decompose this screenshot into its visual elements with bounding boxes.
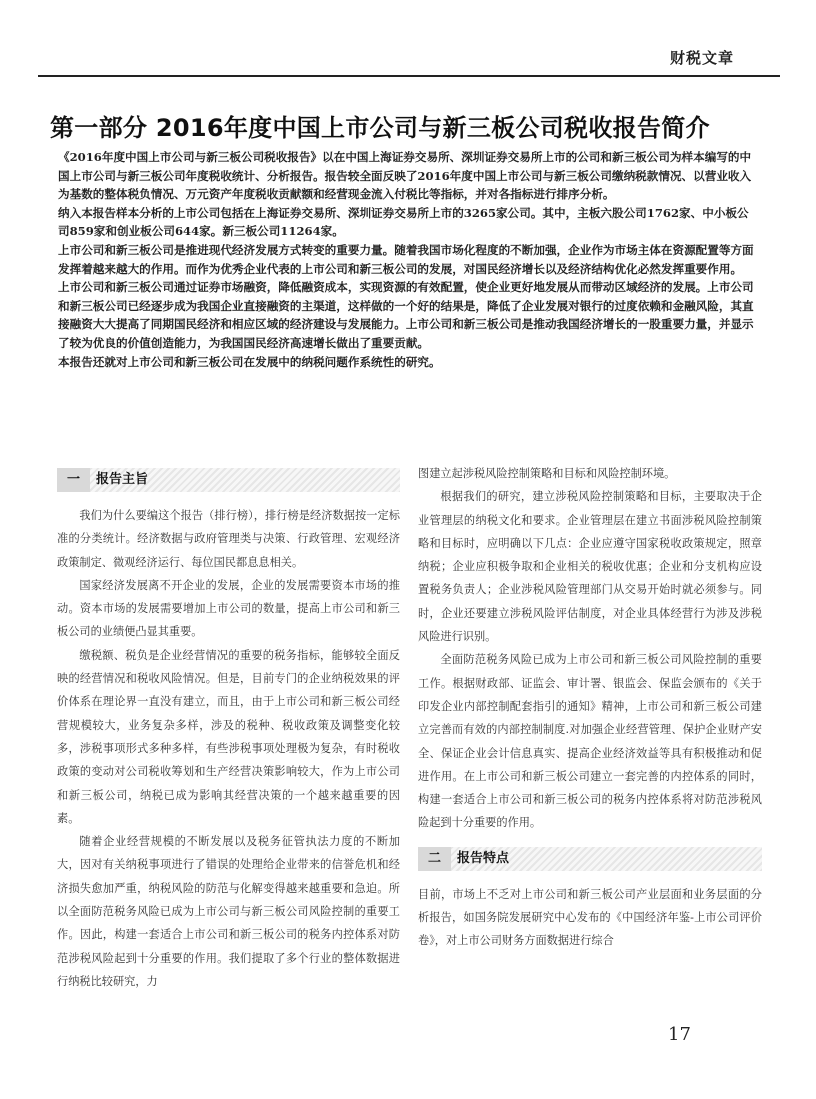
body-paragraph: 图建立起涉税风险控制策略和目标和风险控制环境。 [418,467,676,480]
body-paragraph: 缴税额、税负是企业经营情况的重要的税务指标，能够较全面反映的经营情况和税收风险情况。但是，目前专门的企业纳税效果的评价体系在理论界一直没有建立，而且，由于上市公司和新三板公司经营规模较大，业务复杂多样，涉及的税种、税收政策及调整变化较多，涉税事项形式多种多样，有些涉税事项处理极为复杂，有时税收政策的变动对公司税收筹划和生产经营决策影响较大，作为上市公司和新三板公司，纳税已成为影响其经营决策的一个越来越重要的因素。 [57,648,400,825]
intro-paragraph: 上市公司和新三板公司是推进现代经济发展方式转变的重要力量。随着我国市场化程度的不断加强，企业作为市场主体在资源配置等方面发挥着越来越大的作用。而作为优秀企业代表的上市公司和新三板公司的发展，对国民经济增长以及经济结构优化必然发挥重要作用。 [58,242,754,276]
left-column [57,462,400,993]
page-number: 17 [668,1024,691,1045]
body-paragraph: 随着企业经营规模的不断发展以及税务征管执法力度的不断加大，因对有关纳税事项进行了错误的处理给企业带来的信誉危机和经济损失愈加严重，纳税风险的防范与化解变得越来越重要和急迫。所以全面防范税务风险已成为上市公司与新三板公司风险控制的重要工作。因此，构建一套适合上市公司和新三板公司的税务内控体系对防范涉税风险起到十分重要的作用。我们提取了多个行业的整体数据进行纳税比较研究，力 [57,835,400,988]
section-number: 二 [418,847,451,871]
body-paragraph: 国家经济发展离不开企业的发展，企业的发展需要资本市场的推动。资本市场的发展需要增加上市公司的数量，提高上市公司和新三板公司的业绩便凸显其重要。 [57,578,400,639]
intro-paragraph: 纳入本报告样本分析的上市公司包括在上海证券交易所、深圳证券交易所上市的3265家公司。其中，主板六股公司1762家、中小板公司859家和创业板公司644家。新三板公司11264家。 [58,205,749,239]
right-column [418,462,762,953]
header-divider [38,75,780,77]
section-heading [57,468,400,492]
intro-block [58,148,758,371]
section-title: 报告主旨 [90,468,400,492]
section-heading [418,847,762,871]
page-title: 第一部分 2016年度中国上市公司与新三板公司税收报告简介 [50,114,710,143]
section-number: 一 [57,468,90,492]
intro-paragraph: 《2016年度中国上市公司与新三板公司税收报告》以在中国上海证券交易所、深圳证券交易所上市的公司和新三板公司为样本编写的中国上市公司与新三板公司年度税收统计、分析报告。报告较全面反映了2016年度中国上市公司与新三板公司缴纳税款情况、以营业收入为基数的整体税负情况、万元资产年度税收贡献额和经营现金流入付税比等指标，并对各指标进行排序分析。 [58,150,752,202]
intro-paragraph: 本报告还就对上市公司和新三板公司在发展中的纳税问题作系统性的研究。 [58,354,441,369]
body-paragraph: 全面防范税务风险已成为上市公司和新三板公司风险控制的重要工作。根据财政部、证监会、审计署、银监会、保监会颁布的《关于印发企业内部控制配套指引的通知》精神，上市公司和新三板公司建立完善而有效的内部控制制度.对加强企业经营管理、保护企业财产安全、保证企业会计信息真实、提高企业经济效益等具有积极推动和促进作用。在上市公司和新三板公司建立一套完善的内控体系的同时，构建一套适合上市公司和新三板公司的税务内控体系将对防范涉税风险起到十分重要的作用。 [418,653,762,830]
section-title: 报告特点 [451,847,762,871]
column-label: 财税文章 [670,49,735,67]
body-paragraph: 根据我们的研究，建立涉税风险控制策略和目标，主要取决于企业管理层的纳税文化和要求。企业管理层在建立书面涉税风险控制策略和目标时，应明确以下几点：企业应遵守国家税收政策规定，照章纳税；企业应积极争取和企业相关的税收优惠；企业和分支机构应设置税务负责人；企业涉税风险管理部门从交易开始时就必须参与。同时，企业还要建立涉税风险评估制度，对企业具体经营行为涉及涉税风险进行识别。 [418,490,762,644]
body-paragraph: 我们为什么要编这个报告（排行榜），排行榜是经济数据按一定标准的分类统计。经济数据与政府管理类与决策、行政管理、宏观经济政策制定、微观经济运行、每位国民都息息相关。 [57,509,400,569]
intro-paragraph: 上市公司和新三板公司通过证券市场融资，降低融资成本，实现资源的有效配置，使企业更好地发展从而带动区域经济的发展。上市公司和新三板公司已经逐步成为我国企业直接融资的主渠道，这样做的一个好的结果是，降低了企业发展对银行的过度依赖和金融风险，其直接融资大大提高了同期国民经济和相应区域的经济建设与发展能力。上市公司和新三板公司是推动我国经济增长的一股重要力量，并显示了较为优良的价值创造能力，为我国国民经济高速增长做出了重要贡献。 [58,280,754,350]
body-paragraph: 目前，市场上不乏对上市公司和新三板公司产业层面和业务层面的分析报告，如国务院发展研究中心发布的《中国经济年鉴-上市公司评价卷》，对上市公司财务方面数据进行综合 [418,887,762,948]
